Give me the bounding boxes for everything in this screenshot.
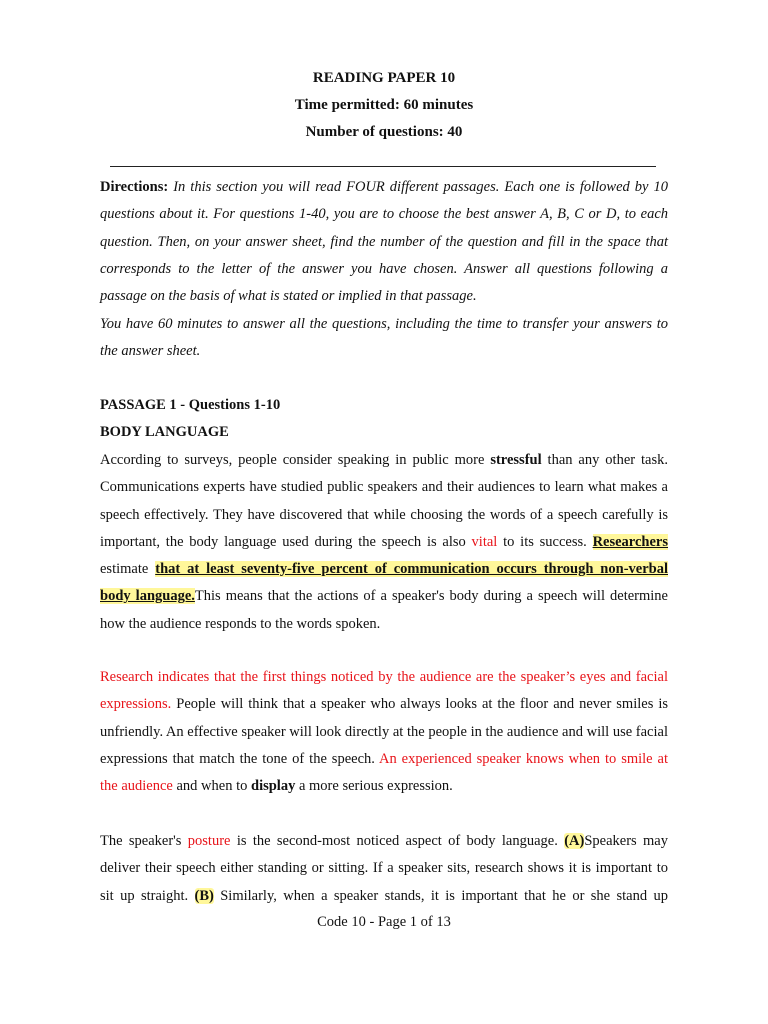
text-span: People will think that a speaker who always looks at the floor and never smiles is unfriendly. An effective speaker will look directly at the people in the audience and will use facial expressions that match the tone of the speech.	[100, 696, 668, 767]
text-span: a more serious expression.	[295, 778, 453, 795]
page-footer: Code 10 - Page 1 of 13	[317, 914, 451, 930]
marker-a: (A)	[564, 833, 585, 849]
highlight-claim: that at least seventy-five percent of communication occurs through non-verbal body language.	[100, 561, 668, 605]
text-span: than any other task. Communications experts have studied public speakers and their audiences to learn what makes a speech effectively. They have discovered that while choosing the words of a speech carefully is important, the body language used during the speech is also	[100, 452, 668, 550]
number-of-questions: Number of questions: 40	[305, 124, 463, 140]
time-note: You have 60 minutes to answer all the questions, including the time to transfer your answers to the answer sheet.	[100, 316, 668, 360]
time-permitted: Time permitted: 60 minutes	[294, 97, 474, 113]
word-display: display	[251, 778, 296, 795]
marker-b: (B)	[194, 887, 214, 904]
paragraph-3	[100, 828, 668, 910]
paragraph-1	[100, 447, 668, 638]
text-span: Speakers may deliver their speech either standing or sitting. If a speaker sits, research shows it is important to sit up straight.	[100, 833, 668, 904]
text-span: The speaker's	[100, 833, 188, 849]
header-divider	[110, 166, 656, 167]
word-posture: posture	[187, 833, 231, 849]
text-span: Similarly, when a speaker stands, it is important that he or she stand up	[213, 887, 669, 904]
text-span: is the second-most noticed aspect of body language.	[230, 833, 565, 849]
red-sentence-1: Research indicates that the first things noticed by the audience are the speaker’s eyes and facial expressions.	[100, 669, 668, 713]
directions-text: In this section you will read FOUR different passages. Each one is followed by 10 questions about it. For questions 1-40, you are to choose the best answer A, B, C or D, to each question. Then, on your answer sheet, find the number of the question and fill in the space that corresponds to the letter of the answer you have chosen. Answer all questions following a passage on the basis of what is stated or implied in that passage.	[100, 179, 668, 305]
word-vital: vital	[471, 533, 498, 550]
word-stressful: stressful	[490, 452, 542, 468]
text-span: According to surveys, people consider speaking in public more	[100, 452, 491, 468]
paper-title: READING PAPER 10	[312, 70, 456, 86]
directions-paragraph	[100, 174, 668, 310]
passage-heading: PASSAGE 1 - Questions 1-10	[100, 397, 281, 413]
text-span: to its success.	[497, 533, 593, 550]
passage-title: BODY LANGUAGE	[100, 424, 229, 440]
red-sentence-2: An experienced speaker knows when to smile at the audience	[100, 750, 669, 795]
highlight-researchers: Researchers	[592, 533, 668, 550]
text-span: This means that the actions of a speaker's body during a speech will determine how the audience responds to the words spoken.	[100, 588, 668, 632]
paragraph-2	[100, 664, 668, 800]
directions-label: Directions:	[100, 179, 169, 195]
text-span: estimate	[100, 561, 156, 578]
text-span: and when to	[172, 778, 251, 795]
